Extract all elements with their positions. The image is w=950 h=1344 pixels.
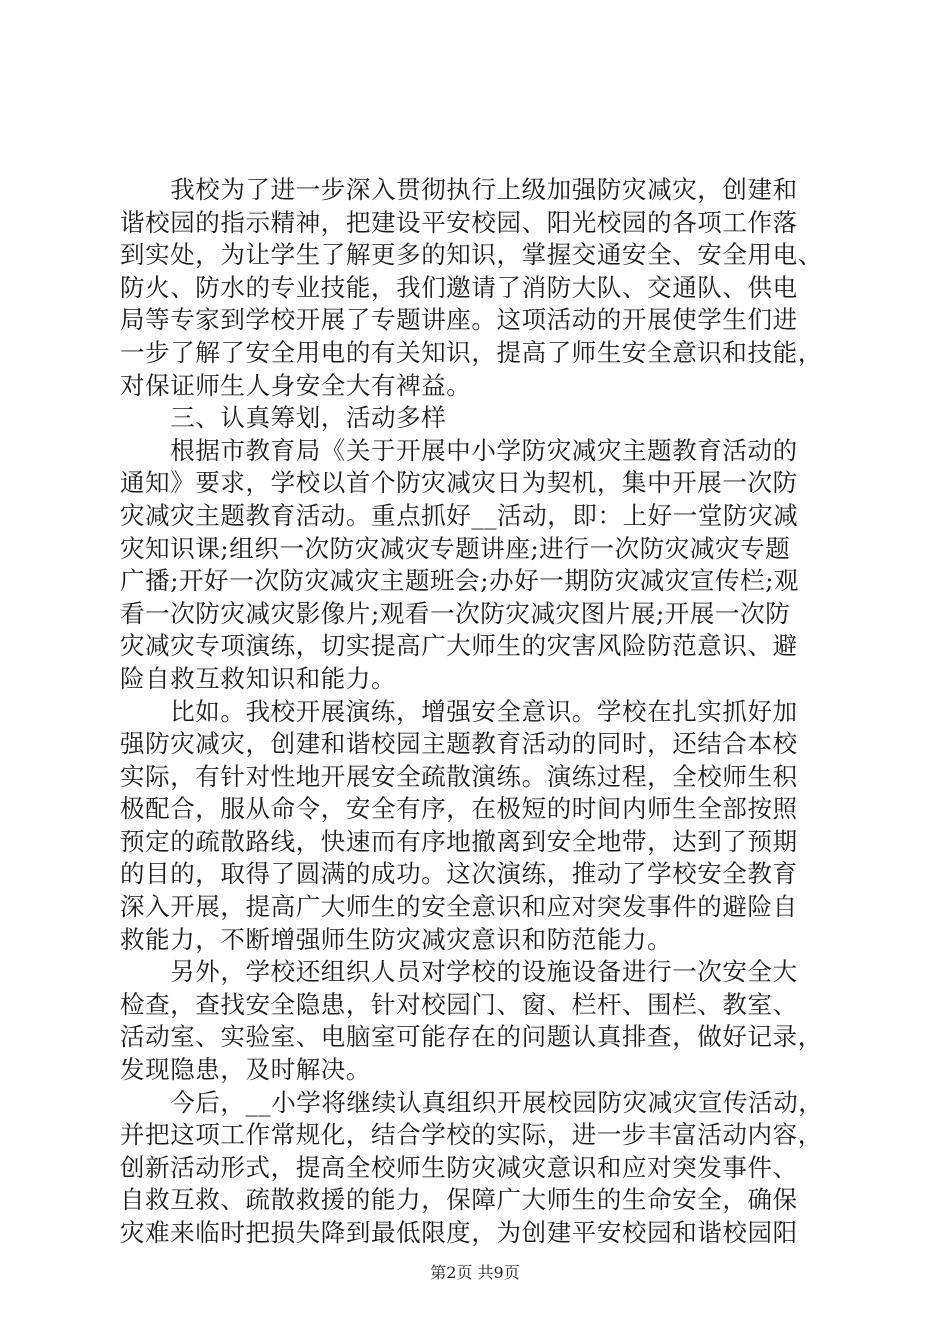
text-line: 自救互救、疏散救援的能力，保障广大师生的生命安全，确保 — [120, 1185, 798, 1215]
page-footer: 第2页 共9页 — [430, 1263, 520, 1282]
text-line: 通知》要求，学校以首个防灾减灾日为契机，集中开展一次防 — [120, 468, 798, 498]
text-line: 预定的疏散路线，快速而有序地撤离到安全地带，达到了预期 — [120, 826, 798, 856]
text-line: 对保证师生人身安全大有裨益。 — [120, 370, 472, 400]
text-line: 灾难来临时把损失降到最低限度，为创建平安校园和谐校园阳 — [120, 1218, 798, 1247]
text-line: 根据市教育局《关于开展中小学防灾减灾主题教育活动的 — [120, 435, 798, 465]
text-line: 极配合，服从命令，安全有序，在极短的时间内师生全部按照 — [120, 794, 798, 824]
text-line: 检查，查找安全隐患，针对校园门、窗、栏杆、围栏、教室、 — [120, 989, 798, 1019]
text-line: 到实处，为让学生了解更多的知识，掌握交通安全、安全用电、 — [120, 240, 823, 270]
text-line: 救能力，不断增强师生防灾减灾意识和防范能力。 — [120, 924, 673, 954]
text-line: 深入开展，提高广大师生的安全意识和应对突发事件的避险自 — [120, 892, 798, 922]
text-line: 活动室、实验室、电脑室可能存在的问题认真排查，做好记录， — [120, 1022, 823, 1052]
text-line: 并把这项工作常规化，结合学校的实际，进一步丰富活动内容， — [120, 1120, 823, 1150]
text-line: 防火、防水的专业技能，我们邀请了消防大队、交通队、供电 — [120, 272, 798, 302]
text-line: 我校为了进一步深入贯彻执行上级加强防灾减灾，创建和 — [120, 175, 798, 204]
text-line: 今后，__小学将继续认真组织开展校园防灾减灾宣传活动， — [120, 1087, 824, 1117]
text-line: 发现隐患，及时解决。 — [120, 1055, 371, 1085]
text-line: 局等专家到学校开展了专题讲座。这项活动的开展使学生们进 — [120, 305, 798, 335]
text-line: 灾减灾主题教育活动。重点抓好__活动，即：上好一堂防灾减 — [120, 500, 799, 530]
text-line: 强防灾减灾，创建和谐校园主题教育活动的同时，还结合本校 — [120, 729, 798, 759]
text-line: 谐校园的指示精神，把建设平安校园、阳光校园的各项工作落 — [120, 207, 798, 237]
text-line: 比如。我校开展演练，增强安全意识。学校在扎实抓好加 — [120, 696, 798, 726]
text-line: 灾知识课;组织一次防灾减灾专题讲座;进行一次防灾减灾专题 — [120, 533, 791, 563]
text-line: 广播;开好一次防灾减灾主题班会;办好一期防灾减灾宣传栏;观 — [120, 566, 800, 596]
text-line: 的目的，取得了圆满的成功。这次演练，推动了学校安全教育 — [120, 859, 798, 889]
text-line: 实际，有针对性地开展安全疏散演练。演练过程，全校师生积 — [120, 761, 798, 791]
text-line: 看一次防灾减灾影像片;观看一次防灾减灾图片展;开展一次防 — [120, 598, 791, 628]
text-line: 险自救互救知识和能力。 — [120, 663, 397, 693]
text-line: 灾减灾专项演练，切实提高广大师生的灾害风险防范意识、避 — [120, 631, 798, 661]
text-line: 创新活动形式，提高全校师生防灾减灾意识和应对突发事件、 — [120, 1152, 798, 1182]
text-line: 三、认真筹划，活动多样 — [120, 403, 447, 433]
text-line: 一步了解了安全用电的有关知识，提高了师生安全意识和技能， — [120, 337, 823, 367]
text-line: 另外，学校还组织人员对学校的设施设备进行一次安全大 — [120, 957, 798, 987]
document-body — [120, 174, 832, 1250]
